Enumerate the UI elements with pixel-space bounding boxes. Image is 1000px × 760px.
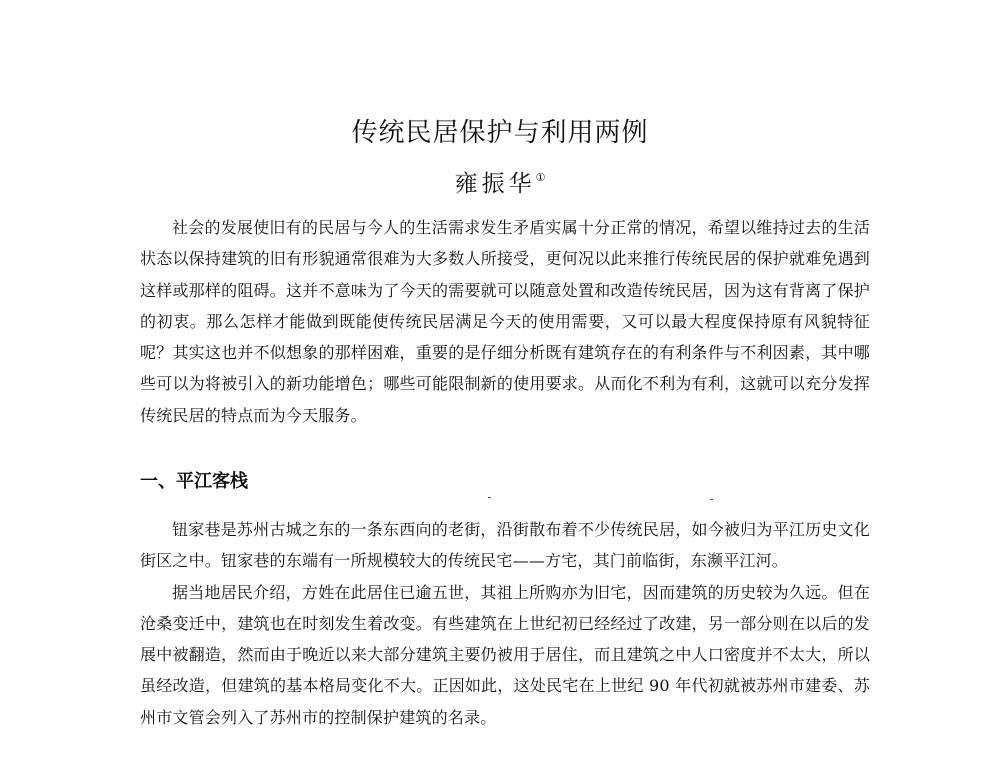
body-paragraph: 据当地居民介绍，方姓在此居住已逾五世，其祖上所购亦为旧宅，因而建筑的历史较为久远。但在沧桑变迁中，建筑也在时刻发生着改变。有些建筑在上世纪初已经经过了改建，另一部分则在以后的发展中被翻造，然而由于晚近以来大部分建筑主要仍被用于居住，而且建筑之中人口密度并不太大，所以虽经改造，但建筑的基本格局变化不大。正因如此，这处民宅在上世纪 90 年代初就被苏州市建委、苏州市文管会列入了苏州市的控制保护建筑的名录。 [140,582,870,727]
section-heading: 一、平江客栈 [140,471,248,492]
section-body [140,514,870,733]
intro-paragraph: 社会的发展使旧有的民居与今人的生活需求发生矛盾实属十分正常的情况，希望以维持过去的生活状态以保持建筑的旧有形貌通常很难为大多数人所接受，更何况以此来推行传统民居的保护就难免遇到这样或那样的阻碍。这并不意味为了今天的需要就可以随意处置和改造传统民居，因为这有背离了保护的初衷。那么怎样才能做到既能使传统民居满足今天的使用需要，又可以最大程度保持原有风貌特征呢？其实这也并不似想象的那样困难，重要的是仔细分析既有建筑存在的有利条件与不利因素，其中哪些可以为将被引入的新功能增色；哪些可能限制新的使用要求。从而化不利为有利，这就可以充分发挥传统民居的特点而为今天服务。 [140,218,870,425]
scan-speck [488,497,491,498]
footnote-marker: ① [535,171,546,184]
scan-speck [710,499,713,500]
author-line [0,165,1000,198]
body-paragraph: 钮家巷是苏州古城之东的一条东西向的老街，沿街散布着不少传统民居，如今被归为平江历史文化街区之中。钮家巷的东端有一所规模较大的传统民宅——方宅，其门前临街，东濒平江河。 [140,520,870,571]
article-title: 传统民居保护与利用两例 [351,118,649,148]
author-name: 雍振华 [454,171,536,197]
intro-section [140,212,870,431]
